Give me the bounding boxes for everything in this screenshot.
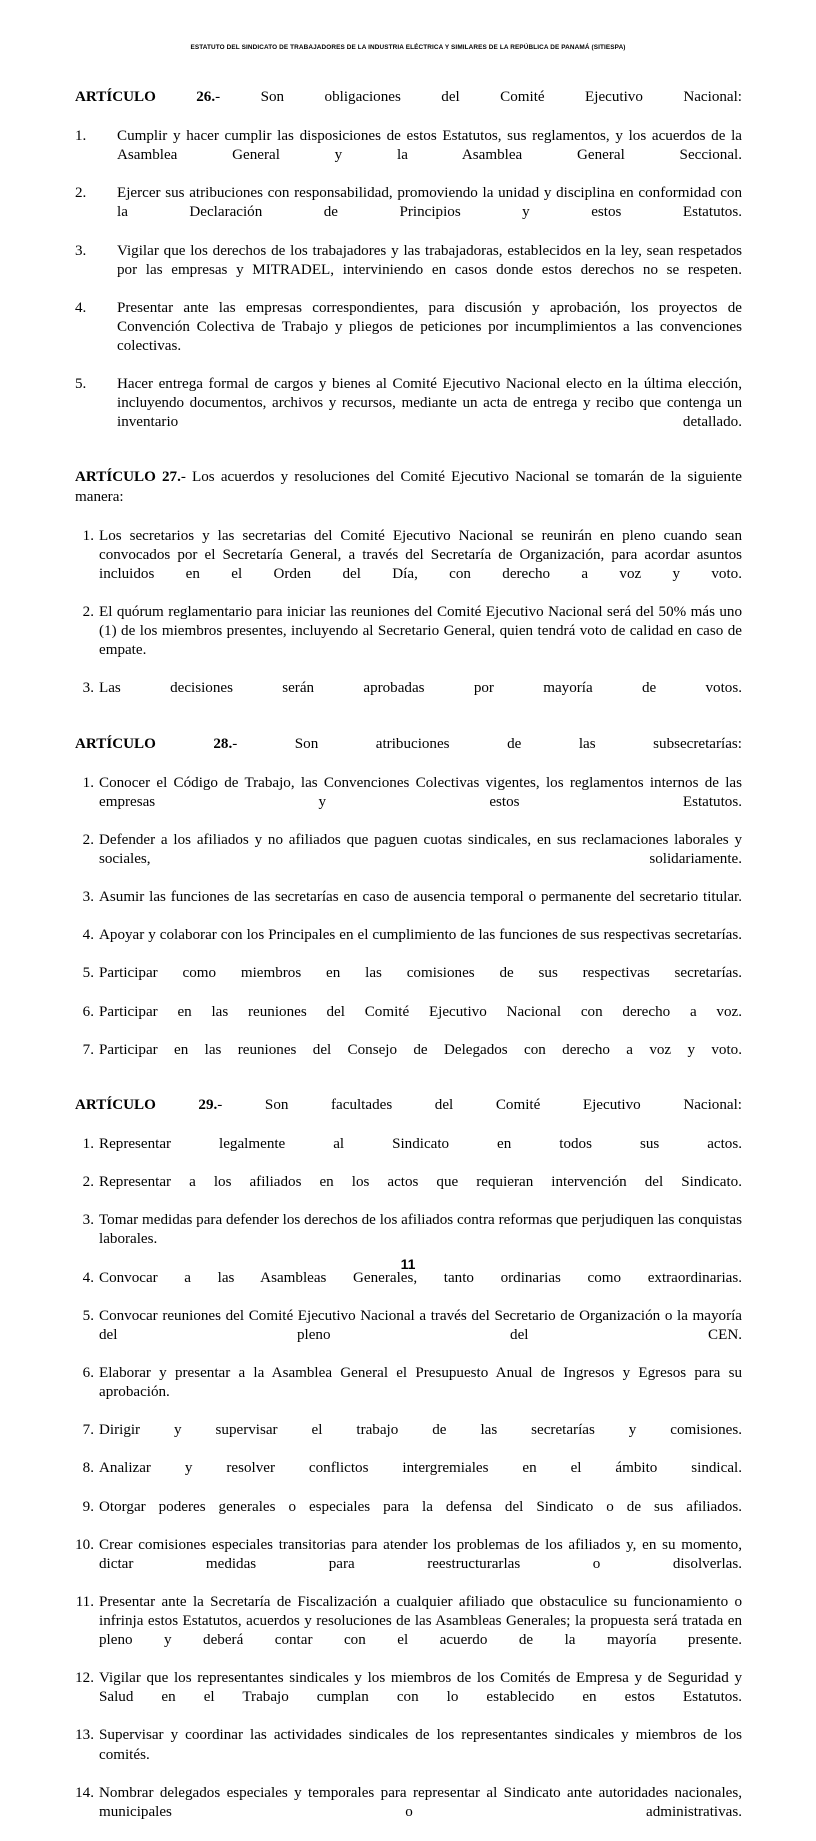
list-item-number: 5.	[82, 965, 94, 982]
list-item	[75, 1498, 742, 1536]
list-item-text: Hacer entrega formal de cargos y bienes al Comité Ejecutivo Nacional electo en la última elección, incluyendo documentos, archivos y recursos, mediante un acta de entrega y recibo que contenga un inventario detallado.	[117, 376, 742, 431]
list-item-text: El quórum reglamentario para iniciar las reuniones del Comité Ejecutivo Nacional será del 50% más uno (1) de los miembros presentes, incluyendo al Secretario General, quien tendrá voto de calidad en caso de empate.	[99, 604, 742, 659]
article-label: ARTÍCULO 27.	[75, 469, 181, 486]
list-item-text: Conocer el Código de Trabajo, las Convenciones Colectivas vigentes, los reglamentos internos de las empresas y estos Estatutos.	[99, 774, 742, 810]
list-item	[75, 1726, 742, 1783]
list-item	[75, 926, 742, 964]
list-item-text: Tomar medidas para defender los derechos de los afiliados contra reformas que perjudiquen las conquistas laborales.	[99, 1212, 742, 1248]
list-item-number: 4.	[82, 1269, 94, 1286]
list-item-number: 3.	[82, 1212, 94, 1229]
page-number: 11	[400, 1256, 416, 1272]
list-item-text: Apoyar y colaborar con los Principales en el cumplimiento de las funciones de sus respectivas secretarías.	[99, 927, 742, 944]
list-item-number: 3.	[82, 680, 94, 697]
article-heading-text: - Los acuerdos y resoluciones del Comité Ejecutivo Nacional se tomarán de la siguiente manera:	[75, 469, 742, 505]
article-heading	[75, 88, 742, 126]
list-item	[75, 603, 742, 679]
list-item	[75, 1669, 742, 1726]
list-item-number: 3.	[82, 889, 94, 906]
list-item	[75, 1459, 742, 1497]
list-item	[75, 679, 742, 717]
list-item	[75, 1307, 742, 1364]
list-item	[75, 1784, 742, 1841]
article-label: ARTÍCULO 29.	[75, 1096, 218, 1113]
list-item-number: 4.	[82, 927, 94, 944]
list-item-number: 2.	[75, 185, 87, 202]
list-item-text: Defender a los afiliados y no afiliados que paguen cuotas sindicales, en sus reclamaciones laborales y sociales, solidariamente.	[99, 831, 742, 867]
list-item	[75, 375, 742, 451]
article-section	[75, 88, 742, 451]
article-heading-text: - Son atribuciones de las subsecretarías:	[232, 735, 742, 752]
list-item-text: Supervisar y coordinar las actividades sindicales de los representantes sindicales y miembros de los comités.	[99, 1727, 742, 1763]
list-item-text: Las decisiones serán aprobadas por mayoría de votos.	[99, 680, 742, 697]
list-item-text: Elaborar y presentar a la Asamblea General el Presupuesto Anual de Ingresos y Egresos para su aprobación.	[99, 1365, 742, 1401]
list-item-text: Crear comisiones especiales transitorias para atender los problemas de los afiliados y, en su momento, dictar medidas para reestructurarlas o disolverlas.	[99, 1536, 742, 1572]
list-item	[75, 1593, 742, 1669]
article-heading-text: - Son facultades del Comité Ejecutivo Nacional:	[217, 1096, 742, 1113]
list-item	[75, 299, 742, 375]
list-item-text: Nombrar delegados especiales y temporales para representar al Sindicato ante autoridades nacionales, municipales o administrativas.	[99, 1784, 742, 1820]
article-label: ARTÍCULO 26.	[75, 89, 216, 105]
list-item	[75, 1536, 742, 1593]
list-item-number: 2.	[82, 1174, 94, 1191]
list-item	[75, 888, 742, 926]
article-heading	[75, 468, 742, 525]
list-item	[75, 527, 742, 603]
list-item-text: Participar como miembros en las comisiones de sus respectivas secretarías.	[99, 965, 742, 982]
list-item-number: 1.	[82, 527, 94, 544]
list-item	[75, 1364, 742, 1421]
list-item-text: Representar a los afiliados en los actos que requieran intervención del Sindicato.	[99, 1174, 742, 1191]
list-item-text: Cumplir y hacer cumplir las disposiciones de estos Estatutos, sus reglamentos, y los acuerdos de la Asamblea General y la Asamblea General Seccional.	[117, 128, 742, 164]
article-item-list	[75, 527, 742, 718]
list-item-number: 1.	[82, 774, 94, 791]
list-item-number: 11.	[75, 1593, 94, 1610]
list-item-number: 5.	[82, 1307, 94, 1324]
list-item-text: Presentar ante las empresas correspondientes, para discusión y aprobación, los proyectos de Convención Colectiva de Trabajo y pliegos de peticiones por incumplimientos a las convenciones colectivas.	[117, 299, 742, 355]
list-item-text: Asumir las funciones de las secretarías en caso de ausencia temporal o permanente del secretario titular.	[99, 889, 742, 906]
list-item-text: Convocar reuniones del Comité Ejecutivo Nacional a través del Secretario de Organización o la mayoría del pleno del CEN.	[99, 1307, 742, 1343]
list-item-number: 3.	[75, 242, 87, 259]
list-item-number: 10.	[75, 1536, 94, 1553]
list-item-number: 6.	[82, 1365, 94, 1381]
list-item-text: Los secretarios y las secretarias del Comité Ejecutivo Nacional se reunirán en pleno cuando sean convocados por el Secretaría General, a través del Secretaría de Organización, para acordar asuntos incluidos en el Orden del Día, con derecho a voz y voto.	[99, 527, 742, 582]
article-heading	[75, 735, 742, 773]
list-item-text: Convocar a las Asambleas Generales, tanto ordinarias como extraordinarias.	[99, 1269, 742, 1286]
list-item-number: 6.	[82, 1003, 94, 1020]
list-item	[75, 127, 742, 184]
list-item-number: 12.	[75, 1670, 94, 1687]
list-item-number: 2.	[82, 604, 94, 621]
list-item-text: Vigilar que los representantes sindicales y los miembros de los Comités de Empresa y de Seguridad y Salud en el Trabajo cumplan con lo establecido en estos Estatutos.	[99, 1670, 742, 1706]
list-item	[75, 184, 742, 241]
list-item-text: Otorgar poderes generales o especiales para la defensa del Sindicato o de sus afiliados.	[99, 1498, 742, 1515]
running-header: ESTATUTO DEL SINDICATO DE TRABAJADORES DE LA INDUSTRIA ELÉCTRICA Y SIMILARES DE LA REPÚBLICA DE PANAMÁ (SITIESPA)	[190, 44, 626, 51]
list-item-number: 1.	[75, 128, 87, 145]
list-item-number: 13.	[75, 1727, 94, 1744]
list-item-text: Dirigir y supervisar el trabajo de las secretarías y comisiones.	[99, 1422, 742, 1439]
article-item-list	[75, 774, 742, 1079]
list-item-text: Presentar ante la Secretaría de Fiscalización a cualquier afiliado que obstaculice su funcionamiento o infrinja estos Estatutos, acuerdos y resoluciones de las Asambleas Generales; la propuesta será tratada en pleno y deberá contar con el acuerdo de la mayoría presente.	[99, 1593, 742, 1649]
list-item	[75, 1421, 742, 1459]
list-item-number: 5.	[75, 376, 87, 393]
list-item	[75, 831, 742, 888]
article-section	[75, 1096, 742, 1841]
article-item-list	[75, 127, 742, 451]
list-item	[75, 1135, 742, 1173]
article-heading	[75, 1096, 742, 1134]
list-item	[75, 1173, 742, 1211]
list-item-number: 7.	[82, 1041, 94, 1058]
article-section	[75, 468, 742, 717]
list-item	[75, 774, 742, 831]
list-item-text: Participar en las reuniones del Comité Ejecutivo Nacional con derecho a voz.	[99, 1003, 742, 1020]
document-body	[75, 88, 742, 1841]
list-item	[75, 1269, 742, 1307]
list-item-text: Vigilar que los derechos de los trabajadores y las trabajadoras, establecidos en la ley, sean respetados por las empresas y MITRADEL, interviniendo en casos donde estos derechos no se respeten.	[117, 242, 742, 278]
list-item-number: 9.	[82, 1498, 94, 1515]
list-item-number: 8.	[82, 1460, 94, 1477]
list-item-number: 2.	[82, 831, 94, 848]
list-item	[75, 242, 742, 299]
list-item-text: Representar legalmente al Sindicato en todos sus actos.	[99, 1136, 742, 1153]
list-item-number: 14.	[75, 1784, 94, 1801]
article-heading-text: - Son obligaciones del Comité Ejecutivo Nacional:	[215, 89, 742, 105]
list-item	[75, 964, 742, 1002]
article-item-list	[75, 1135, 742, 1841]
list-item	[75, 1041, 742, 1079]
list-item-text: Participar en las reuniones del Consejo de Delegados con derecho a voz y voto.	[99, 1041, 742, 1058]
list-item-number: 7.	[82, 1422, 94, 1439]
article-section	[75, 735, 742, 1079]
list-item-number: 1.	[82, 1136, 94, 1153]
article-label: ARTÍCULO 28.	[75, 735, 233, 752]
list-item-text: Ejercer sus atribuciones con responsabilidad, promoviendo la unidad y disciplina en conformidad con la Declaración de Principios y estos Estatutos.	[117, 185, 742, 221]
list-item	[75, 1003, 742, 1041]
list-item-number: 4.	[75, 299, 87, 316]
list-item-text: Analizar y resolver conflictos intergremiales en el ámbito sindical.	[99, 1460, 742, 1477]
